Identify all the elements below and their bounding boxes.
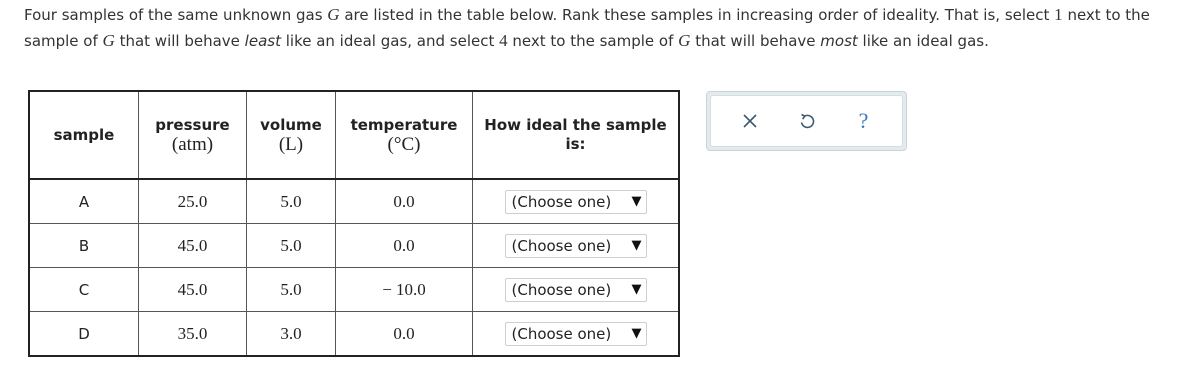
pressure-value: 35.0 xyxy=(139,312,247,357)
sample-label: D xyxy=(29,312,139,357)
help-button[interactable]: ? xyxy=(858,108,869,133)
answer-toolbar xyxy=(706,91,907,151)
ideality-select-b[interactable]: (Choose one) ▼ xyxy=(505,234,647,258)
table-header-row xyxy=(29,91,679,179)
gas-samples-table xyxy=(28,90,680,357)
ideality-select-c[interactable]: (Choose one) ▼ xyxy=(505,278,647,302)
temperature-value: − 10.0 xyxy=(336,268,473,312)
table-row xyxy=(29,268,679,312)
sample-label: B xyxy=(29,224,139,268)
temperature-value: 0.0 xyxy=(336,312,473,357)
pressure-unit: (atm) xyxy=(171,133,214,155)
dropdown-caret-icon: ▼ xyxy=(631,282,642,297)
header-sample: sample xyxy=(29,91,139,179)
temperature-unit: (°C) xyxy=(387,133,421,155)
header-volume: volume (L) xyxy=(247,91,336,179)
undo-icon xyxy=(798,112,816,130)
header-pressure: pressure (atm) xyxy=(139,91,247,179)
dropdown-caret-icon: ▼ xyxy=(631,194,642,209)
ideality-select-a[interactable]: (Choose one) ▼ xyxy=(505,190,647,214)
table-row xyxy=(29,224,679,268)
table-row xyxy=(29,179,679,224)
temperature-value: 0.0 xyxy=(336,224,473,268)
question-prompt: Four samples of the same unknown gas G are listed in the table below. Rank these samples in increasing order of ideality. That is, select 1 next to the sample of G that will behave least like an ideal gas, and select 4 next to the sample of G that will behave most like an ideal gas. xyxy=(24,5,1150,50)
toolbar-panel xyxy=(710,95,903,147)
dropdown-caret-icon: ▼ xyxy=(631,238,642,253)
volume-value: 5.0 xyxy=(247,179,336,224)
table-row xyxy=(29,312,679,357)
volume-value: 3.0 xyxy=(247,312,336,357)
close-icon xyxy=(743,114,757,128)
header-temperature: temperature (°C) xyxy=(336,91,473,179)
dropdown-caret-icon: ▼ xyxy=(631,326,642,341)
sample-label: C xyxy=(29,268,139,312)
sample-label: A xyxy=(29,179,139,224)
pressure-value: 45.0 xyxy=(139,224,247,268)
header-ideal: How ideal the sample is: xyxy=(473,91,680,179)
volume-unit: (L) xyxy=(278,133,304,155)
volume-value: 5.0 xyxy=(247,268,336,312)
clear-button[interactable] xyxy=(735,106,765,136)
temperature-value: 0.0 xyxy=(336,179,473,224)
ideality-select-d[interactable]: (Choose one) ▼ xyxy=(505,322,647,346)
gas-symbol: G xyxy=(327,5,340,24)
undo-button[interactable] xyxy=(792,106,822,136)
pressure-value: 45.0 xyxy=(139,268,247,312)
pressure-value: 25.0 xyxy=(139,179,247,224)
volume-value: 5.0 xyxy=(247,224,336,268)
